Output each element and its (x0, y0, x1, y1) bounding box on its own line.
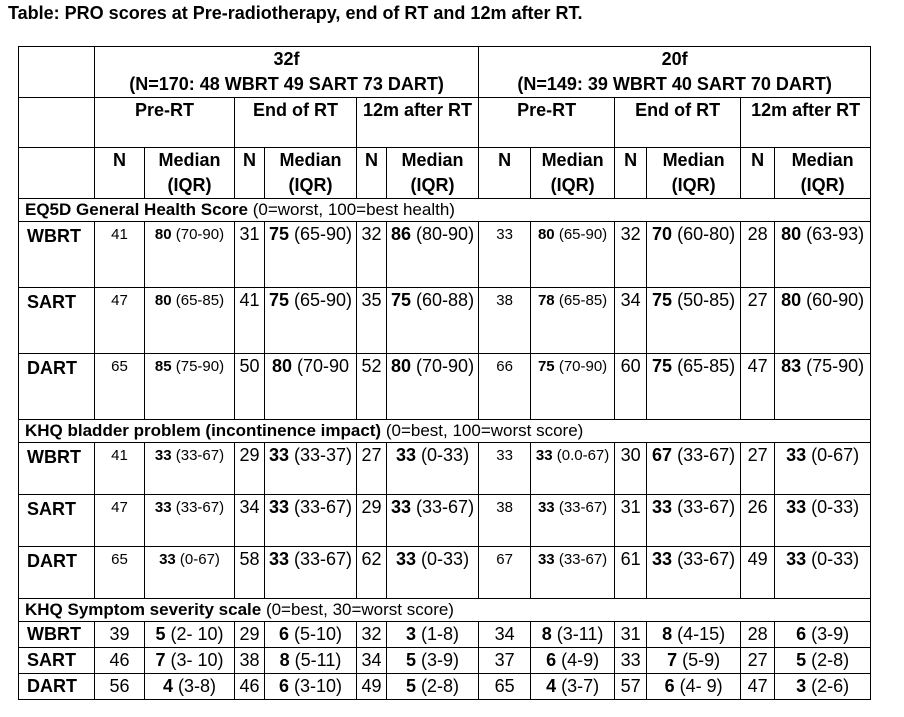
n-value: 46 (95, 648, 145, 674)
timepoint-header: 12m after RT (741, 98, 871, 148)
col-header-n: N (95, 148, 145, 199)
iqr-value: (33-67) (554, 551, 608, 568)
iqr-value: (3- 10) (165, 650, 224, 670)
median-value: 75 (268, 224, 289, 244)
median-value: 85 (154, 358, 172, 375)
median-value: 80 (154, 226, 172, 243)
table-row (19, 547, 871, 599)
arm-label: SART (19, 288, 95, 354)
iqr-value: (70-90 (291, 356, 350, 376)
col-header-median: Median (IQR) (265, 148, 357, 199)
corner-cell (19, 98, 95, 148)
iqr-value: (0-33) (416, 445, 470, 465)
n-value: 52 (357, 354, 387, 420)
median-value: 33 (652, 549, 673, 569)
n-value: 41 (95, 222, 145, 288)
median-iqr-cell (387, 547, 479, 599)
median-value: 6 (796, 624, 807, 644)
median-value: 83 (781, 356, 802, 376)
median-iqr-cell (647, 354, 741, 420)
median-iqr-cell (265, 443, 357, 495)
median-iqr-cell (531, 622, 615, 648)
iqr-value: (80-90) (411, 224, 475, 244)
iqr-value: (5-10) (289, 624, 343, 644)
section-label-rest: (0=worst, 100=best health) (247, 200, 455, 219)
timepoint-header: End of RT (235, 98, 357, 148)
n-value: 28 (741, 622, 775, 648)
median-value: 75 (652, 356, 673, 376)
iqr-value: (2-8) (806, 650, 850, 670)
col-header-median: Median (IQR) (531, 148, 615, 199)
iqr-value: (33-37) (289, 445, 353, 465)
col-header-n: N (357, 148, 387, 199)
n-value: 39 (95, 622, 145, 648)
median-iqr-cell (647, 288, 741, 354)
n-value: 29 (235, 622, 265, 648)
n-value: 34 (479, 622, 531, 648)
pro-scores-table (18, 46, 871, 700)
group-name: 20f (661, 49, 688, 69)
median-value: 78 (537, 292, 555, 309)
iqr-value: (65-85) (672, 356, 736, 376)
arm-label: DART (19, 674, 95, 700)
n-value: 27 (741, 648, 775, 674)
median-iqr-cell (387, 354, 479, 420)
iqr-value: (4-15) (672, 624, 726, 644)
iqr-value: (50-85) (672, 290, 736, 310)
median-iqr-cell (647, 443, 741, 495)
iqr-value: (65-90) (289, 224, 353, 244)
iqr-value: (0-33) (806, 549, 860, 569)
median-value: 33 (268, 445, 289, 465)
median-iqr-cell (775, 288, 871, 354)
median-iqr-cell (775, 443, 871, 495)
group-header-32f (95, 47, 479, 98)
iqr-value: (3-8) (173, 676, 217, 696)
n-value: 49 (741, 547, 775, 599)
timepoint-header: 12m after RT (357, 98, 479, 148)
median-iqr-cell (265, 222, 357, 288)
median-iqr-cell (265, 674, 357, 700)
median-value: 33 (154, 499, 172, 516)
col-header-median: Median (IQR) (647, 148, 741, 199)
median-value: 75 (268, 290, 289, 310)
table-row (19, 443, 871, 495)
median-iqr-cell (145, 222, 235, 288)
n-value: 67 (479, 547, 531, 599)
iqr-value: (60-88) (411, 290, 475, 310)
n-value: 26 (741, 495, 775, 547)
median-value: 70 (652, 224, 673, 244)
iqr-value: (70-90) (171, 226, 225, 243)
n-value: 50 (235, 354, 265, 420)
n-value: 33 (479, 443, 531, 495)
median-value: 80 (537, 226, 555, 243)
n-value: 60 (615, 354, 647, 420)
iqr-value: (65-85) (554, 292, 608, 309)
iqr-value: (70-90) (554, 358, 608, 375)
median-iqr-cell (145, 622, 235, 648)
median-iqr-cell (265, 648, 357, 674)
n-value: 27 (357, 443, 387, 495)
median-iqr-cell (647, 495, 741, 547)
iqr-value: (60-90) (801, 290, 865, 310)
section-label-bold: KHQ Symptom severity scale (25, 600, 262, 619)
iqr-value: (70-90) (411, 356, 475, 376)
iqr-value: (0-67) (175, 551, 220, 568)
section-label-rest: (0=best, 30=worst score) (261, 600, 454, 619)
table-row (19, 495, 871, 547)
n-value: 31 (235, 222, 265, 288)
median-value: 5 (155, 624, 166, 644)
n-value: 47 (741, 354, 775, 420)
median-iqr-cell (531, 648, 615, 674)
median-iqr-cell (145, 443, 235, 495)
median-value: 33 (537, 551, 555, 568)
median-iqr-cell (775, 495, 871, 547)
median-value: 6 (664, 676, 675, 696)
iqr-value: (33-67) (672, 445, 736, 465)
median-value: 8 (662, 624, 673, 644)
median-iqr-cell (145, 648, 235, 674)
n-value: 41 (235, 288, 265, 354)
n-value: 29 (235, 443, 265, 495)
timepoint-header: End of RT (615, 98, 741, 148)
iqr-value: (3-7) (556, 676, 600, 696)
group-name: 32f (273, 49, 300, 69)
median-iqr-cell (647, 648, 741, 674)
n-value: 66 (479, 354, 531, 420)
arm-label: DART (19, 547, 95, 599)
median-value: 4 (546, 676, 557, 696)
col-header-n: N (235, 148, 265, 199)
median-iqr-cell (387, 622, 479, 648)
n-value: 28 (741, 222, 775, 288)
iqr-value: (0-33) (806, 497, 860, 517)
n-value: 32 (357, 222, 387, 288)
n-value: 37 (479, 648, 531, 674)
iqr-value: (3-9) (806, 624, 850, 644)
median-value: 33 (154, 447, 172, 464)
table-row (19, 622, 871, 648)
timepoint-header: Pre-RT (95, 98, 235, 148)
n-value: 38 (235, 648, 265, 674)
median-iqr-cell (145, 495, 235, 547)
iqr-value: (5-11) (289, 650, 342, 670)
n-value: 58 (235, 547, 265, 599)
n-value: 38 (479, 495, 531, 547)
median-iqr-cell (145, 288, 235, 354)
iqr-value: (3-11) (551, 624, 604, 644)
median-iqr-cell (265, 622, 357, 648)
table-row (19, 354, 871, 420)
median-iqr-cell (531, 674, 615, 700)
median-value: 80 (271, 356, 292, 376)
median-value: 80 (781, 224, 802, 244)
iqr-value: (0-33) (416, 549, 470, 569)
iqr-value: (33-67) (171, 499, 225, 516)
section-label-rest: (0=best, 100=worst score) (381, 421, 584, 440)
median-iqr-cell (265, 547, 357, 599)
n-value: 49 (357, 674, 387, 700)
median-iqr-cell (775, 648, 871, 674)
arm-label: WBRT (19, 222, 95, 288)
col-header-n: N (479, 148, 531, 199)
arm-label: WBRT (19, 443, 95, 495)
n-value: 56 (95, 674, 145, 700)
iqr-value: (33-67) (411, 497, 475, 517)
section-label-bold: EQ5D General Health Score (25, 200, 248, 219)
n-value: 65 (95, 547, 145, 599)
median-value: 8 (541, 624, 552, 644)
n-value: 38 (479, 288, 531, 354)
median-value: 86 (391, 224, 412, 244)
n-value: 31 (615, 622, 647, 648)
median-value: 75 (537, 358, 555, 375)
n-value: 62 (357, 547, 387, 599)
n-value: 41 (95, 443, 145, 495)
timepoint-header: Pre-RT (479, 98, 615, 148)
corner-cell (19, 47, 95, 98)
group-detail: (N=170: 48 WBRT 49 SART 73 DART) (129, 74, 444, 94)
median-iqr-cell (387, 443, 479, 495)
table-row (19, 288, 871, 354)
median-iqr-cell (775, 674, 871, 700)
n-value: 57 (615, 674, 647, 700)
iqr-value: (33-67) (171, 447, 225, 464)
n-value: 65 (479, 674, 531, 700)
arm-label: WBRT (19, 622, 95, 648)
median-iqr-cell (387, 222, 479, 288)
table-title: Table: PRO scores at Pre-radiotherapy, end of RT and 12m after RT. (8, 3, 583, 23)
iqr-value: (0.0-67) (552, 447, 610, 464)
median-iqr-cell (145, 547, 235, 599)
median-iqr-cell (775, 222, 871, 288)
n-value: 32 (615, 222, 647, 288)
median-value: 33 (786, 549, 807, 569)
n-value: 34 (615, 288, 647, 354)
n-value: 61 (615, 547, 647, 599)
col-header-n: N (741, 148, 775, 199)
n-value: 33 (479, 222, 531, 288)
iqr-value: (33-67) (289, 497, 353, 517)
median-iqr-cell (531, 547, 615, 599)
n-value: 27 (741, 288, 775, 354)
median-value: 4 (162, 676, 173, 696)
n-value: 30 (615, 443, 647, 495)
median-iqr-cell (531, 354, 615, 420)
iqr-value: (33-67) (672, 497, 736, 517)
section-label-bold: KHQ bladder problem (incontinence impact) (25, 421, 382, 440)
median-iqr-cell (775, 622, 871, 648)
col-header-median: Median (IQR) (775, 148, 871, 199)
median-value: 33 (396, 549, 417, 569)
arm-label: SART (19, 648, 95, 674)
n-value: 34 (357, 648, 387, 674)
corner-cell (19, 148, 95, 199)
median-iqr-cell (775, 354, 871, 420)
median-iqr-cell (647, 222, 741, 288)
iqr-value: (5-9) (677, 650, 721, 670)
n-value: 31 (615, 495, 647, 547)
median-value: 80 (781, 290, 802, 310)
median-value: 33 (396, 445, 417, 465)
median-value: 6 (278, 676, 289, 696)
col-header-median: Median (IQR) (387, 148, 479, 199)
n-value: 33 (615, 648, 647, 674)
median-value: 33 (537, 499, 555, 516)
iqr-value: (3-9) (416, 650, 460, 670)
section-header (19, 199, 871, 222)
section-header (19, 420, 871, 443)
col-header-n: N (615, 148, 647, 199)
table-body (19, 47, 871, 700)
n-value: 34 (235, 495, 265, 547)
median-iqr-cell (647, 547, 741, 599)
median-value: 33 (391, 497, 412, 517)
iqr-value: (33-67) (672, 549, 736, 569)
table-row (19, 222, 871, 288)
median-iqr-cell (265, 354, 357, 420)
median-value: 7 (667, 650, 678, 670)
median-iqr-cell (531, 288, 615, 354)
n-value: 29 (357, 495, 387, 547)
iqr-value: (4-9) (556, 650, 600, 670)
n-value: 35 (357, 288, 387, 354)
median-value: 5 (406, 676, 417, 696)
n-value: 46 (235, 674, 265, 700)
median-value: 80 (154, 292, 172, 309)
iqr-value: (75-90) (801, 356, 865, 376)
median-iqr-cell (647, 674, 741, 700)
n-value: 32 (357, 622, 387, 648)
n-value: 65 (95, 354, 145, 420)
median-value: 5 (796, 650, 807, 670)
n-value: 47 (741, 674, 775, 700)
median-iqr-cell (387, 674, 479, 700)
median-value: 75 (391, 290, 412, 310)
table-row (19, 674, 871, 700)
median-value: 33 (535, 447, 553, 464)
median-value: 33 (786, 445, 807, 465)
median-value: 33 (268, 549, 289, 569)
iqr-value: (3-10) (289, 676, 343, 696)
median-value: 67 (652, 445, 673, 465)
median-iqr-cell (647, 622, 741, 648)
iqr-value: (2-8) (416, 676, 460, 696)
median-value: 6 (546, 650, 557, 670)
iqr-value: (4- 9) (674, 676, 723, 696)
section-header (19, 599, 871, 622)
median-iqr-cell (145, 674, 235, 700)
median-value: 5 (406, 650, 417, 670)
iqr-value: (65-85) (171, 292, 225, 309)
arm-label: DART (19, 354, 95, 420)
iqr-value: (75-90) (171, 358, 225, 375)
median-value: 75 (652, 290, 673, 310)
iqr-value: (0-67) (806, 445, 860, 465)
iqr-value: (63-93) (801, 224, 865, 244)
median-iqr-cell (775, 547, 871, 599)
group-header-20f (479, 47, 871, 98)
arm-label: SART (19, 495, 95, 547)
group-detail: (N=149: 39 WBRT 40 SART 70 DART) (517, 74, 832, 94)
median-value: 33 (786, 497, 807, 517)
median-iqr-cell (387, 495, 479, 547)
median-iqr-cell (265, 495, 357, 547)
median-iqr-cell (531, 222, 615, 288)
col-header-median: Median (IQR) (145, 148, 235, 199)
n-value: 27 (741, 443, 775, 495)
median-value: 6 (278, 624, 289, 644)
iqr-value: (1-8) (416, 624, 460, 644)
n-value: 47 (95, 495, 145, 547)
median-value: 33 (268, 497, 289, 517)
median-iqr-cell (531, 443, 615, 495)
iqr-value: (60-80) (672, 224, 736, 244)
median-value: 3 (796, 676, 807, 696)
median-iqr-cell (531, 495, 615, 547)
iqr-value: (33-67) (289, 549, 353, 569)
n-value: 47 (95, 288, 145, 354)
median-iqr-cell (387, 288, 479, 354)
iqr-value: (2- 10) (165, 624, 224, 644)
median-value: 3 (406, 624, 417, 644)
median-value: 7 (155, 650, 166, 670)
median-value: 8 (279, 650, 290, 670)
median-iqr-cell (387, 648, 479, 674)
median-value: 33 (652, 497, 673, 517)
iqr-value: (2-6) (806, 676, 850, 696)
median-iqr-cell (145, 354, 235, 420)
table-row (19, 648, 871, 674)
iqr-value: (65-90) (554, 226, 608, 243)
iqr-value: (33-67) (554, 499, 608, 516)
median-value: 33 (159, 551, 176, 568)
median-value: 80 (391, 356, 412, 376)
median-iqr-cell (265, 288, 357, 354)
iqr-value: (65-90) (289, 290, 353, 310)
